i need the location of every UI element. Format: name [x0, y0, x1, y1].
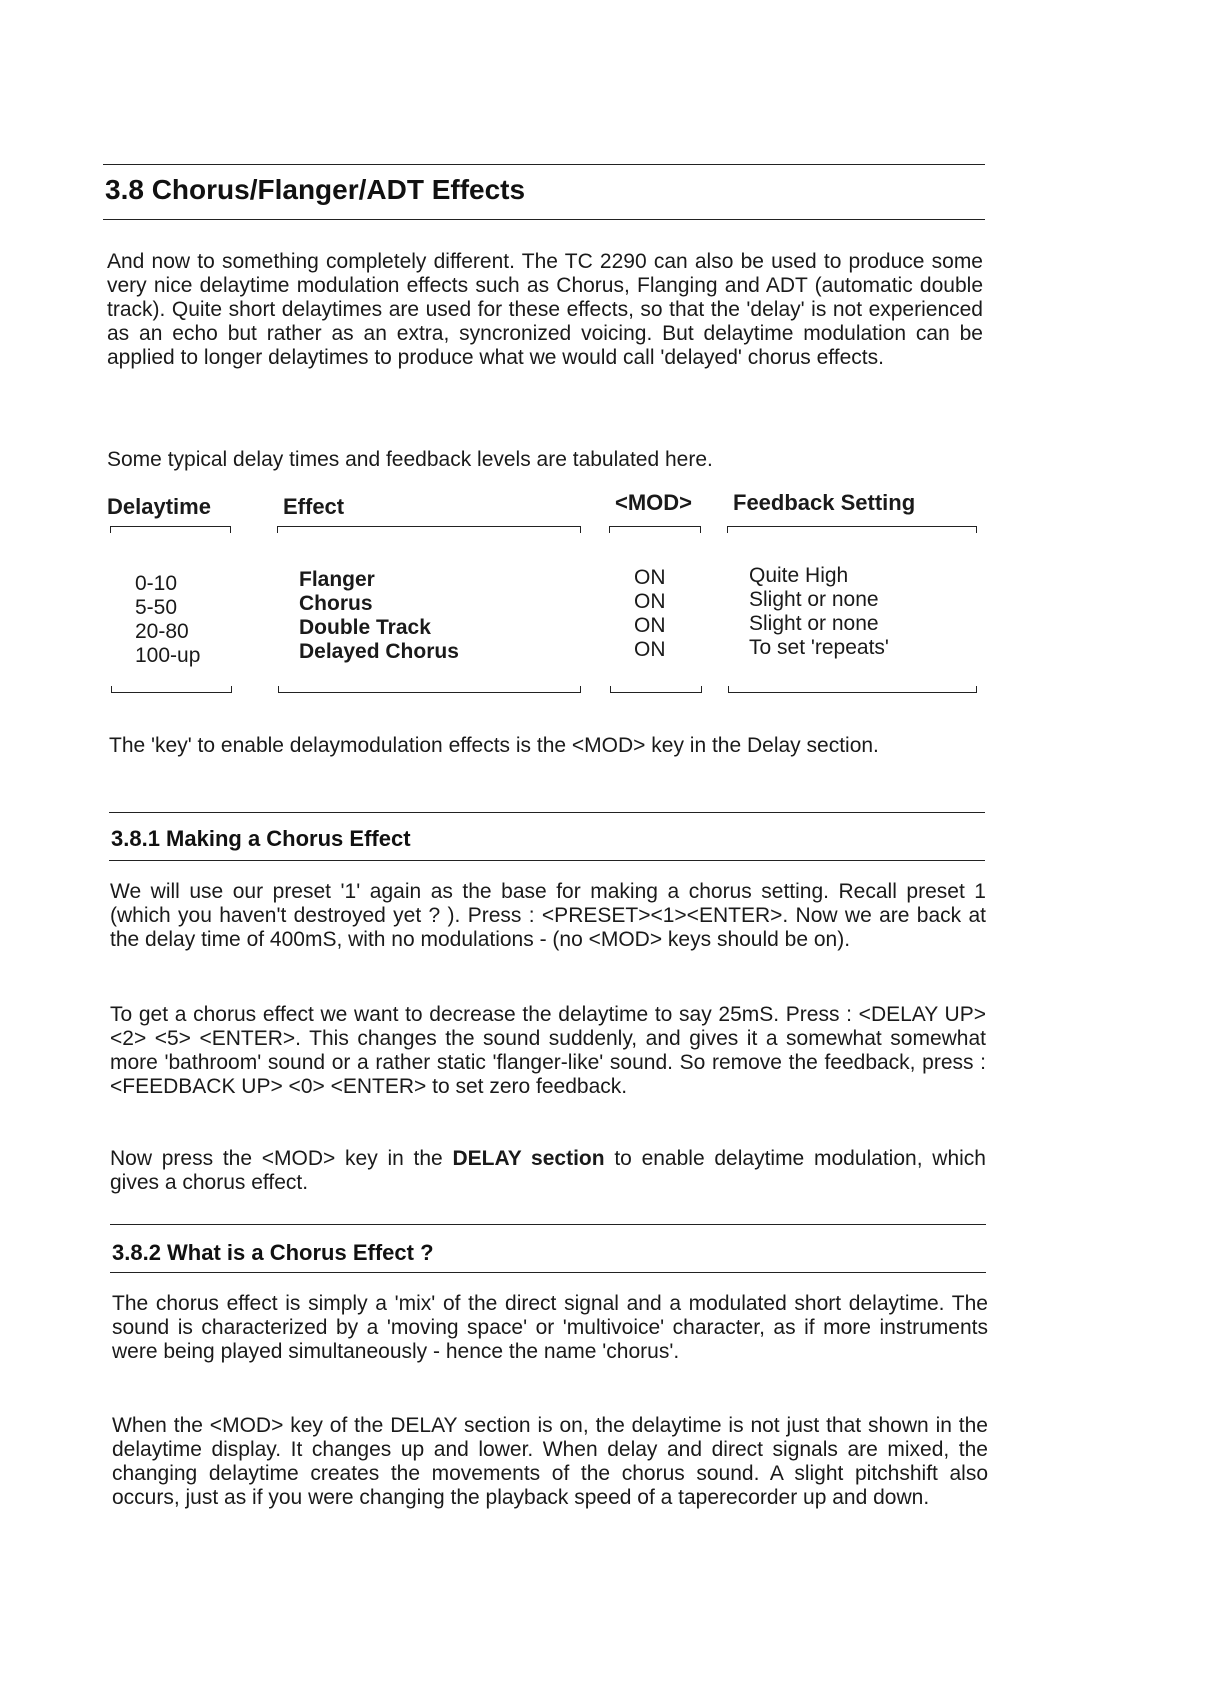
intro-paragraph: And now to something completely different. The TC 2290 can also be used to produce some very nice delaytime modulation effects such as Chorus, Flanging and ADT (automatic double track). Quite short delaytimes are used for these effects, so that the 'delay' is not experienced as an echo but rather as an extra, syncronized voicing. But delaytime modulation can be applied to longer delaytimes to produce what we would call 'delayed' chorus effects. — [107, 250, 983, 369]
p3-text-end: to enable delaytime modulation, which gives a chorus effect. — [110, 1147, 986, 1194]
cell-feedback: To set 'repeats' — [749, 636, 889, 659]
making-chorus-paragraph-3 — [110, 1147, 986, 1195]
bracket-bottom-delaytime — [111, 686, 232, 693]
subsection-title-making-chorus: 3.8.1 Making a Chorus Effect — [111, 826, 411, 851]
cell-feedback: Slight or none — [749, 588, 879, 611]
making-chorus-paragraph-2: To get a chorus effect we want to decrease the delaytime to say 25mS. Press : <DELAY UP> <2> <5> <ENTER>. This changes the sound suddenly, and gives it a somewhat somewhat more 'bathroom' sound or a rather static 'flanger-like' sound. So remove the feedback, press : <FEEDBACK UP> <0> <ENTER> to set zero feedback. — [110, 1003, 986, 1098]
subheading-rule-top — [109, 812, 985, 813]
bracket-top-feedback — [727, 526, 977, 533]
section-title: 3.8 Chorus/Flanger/ADT Effects — [105, 174, 526, 205]
subheading-rule-bottom — [109, 860, 985, 861]
bracket-bottom-effect — [278, 686, 581, 693]
heading-rule-top — [103, 164, 985, 165]
cell-effect: Chorus — [299, 592, 373, 615]
cell-effect: Flanger — [299, 568, 375, 591]
cell-mod: ON — [634, 638, 666, 661]
cell-delaytime: 100-up — [135, 644, 201, 667]
subheading-rule-bottom-2 — [110, 1272, 986, 1273]
cell-delaytime: 20-80 — [135, 620, 189, 643]
making-chorus-paragraph-1: We will use our preset '1' again as the base for making a chorus setting. Recall preset 1 (which you haven't destroyed yet ? ). Press : <PRESET><1><ENTER>. Now we are back at the delay time of 400mS, with no modulations - (no <MOD> keys should be on). — [110, 880, 986, 951]
what-is-chorus-paragraph-1: The chorus effect is simply a 'mix' of the direct signal and a modulated short delaytime. The sound is characterized by a 'moving space' or 'multivoice' character, as if more instruments were being played simultaneously - hence the name 'chorus'. — [112, 1292, 988, 1363]
cell-feedback: Quite High — [749, 564, 849, 587]
header-effect: Effect — [283, 494, 345, 519]
header-feedback: Feedback Setting — [733, 490, 916, 515]
bracket-bottom-feedback — [728, 686, 977, 693]
heading-rule-bottom — [103, 219, 985, 220]
column-mod — [634, 566, 666, 662]
cell-feedback: Slight or none — [749, 612, 879, 635]
column-delaytime — [135, 572, 200, 668]
subsection-title-what-is-chorus: 3.8.2 What is a Chorus Effect ? — [112, 1240, 434, 1265]
cell-delaytime: 5-50 — [135, 596, 178, 619]
header-mod: <MOD> — [615, 490, 693, 515]
table-intro: Some typical delay times and feedback levels are tabulated here. — [107, 448, 713, 471]
bracket-top-delaytime — [110, 526, 231, 533]
subheading-rule-top-2 — [110, 1224, 986, 1225]
what-is-chorus-paragraph-2: When the <MOD> key of the DELAY section is on, the delaytime is not just that shown in the delaytime display. It changes up and lower. When delay and direct signals are mixed, the changing delaytime creates the movements of the chorus sound. A slight pitchshift also occurs, just as if you were changing the playback speed of a taperecorder up and down. — [112, 1414, 988, 1509]
bracket-top-mod — [609, 526, 701, 533]
p3-text-start: Now press the <MOD> key in the — [110, 1147, 453, 1170]
outro-paragraph: The 'key' to enable delaymodulation effects is the <MOD> key in the Delay section. — [109, 734, 879, 757]
cell-mod: ON — [634, 590, 666, 613]
bracket-top-effect — [277, 526, 581, 533]
header-delaytime: Delaytime — [107, 494, 211, 519]
cell-mod: ON — [634, 614, 666, 637]
bracket-bottom-mod — [610, 686, 702, 693]
cell-mod: ON — [634, 566, 666, 589]
cell-delaytime: 0-10 — [135, 572, 178, 595]
cell-effect: Double Track — [299, 616, 431, 639]
column-feedback — [749, 564, 889, 660]
cell-effect: Delayed Chorus — [299, 640, 459, 663]
p3-bold-delay-section: DELAY section — [452, 1147, 605, 1170]
column-effect — [299, 568, 459, 664]
